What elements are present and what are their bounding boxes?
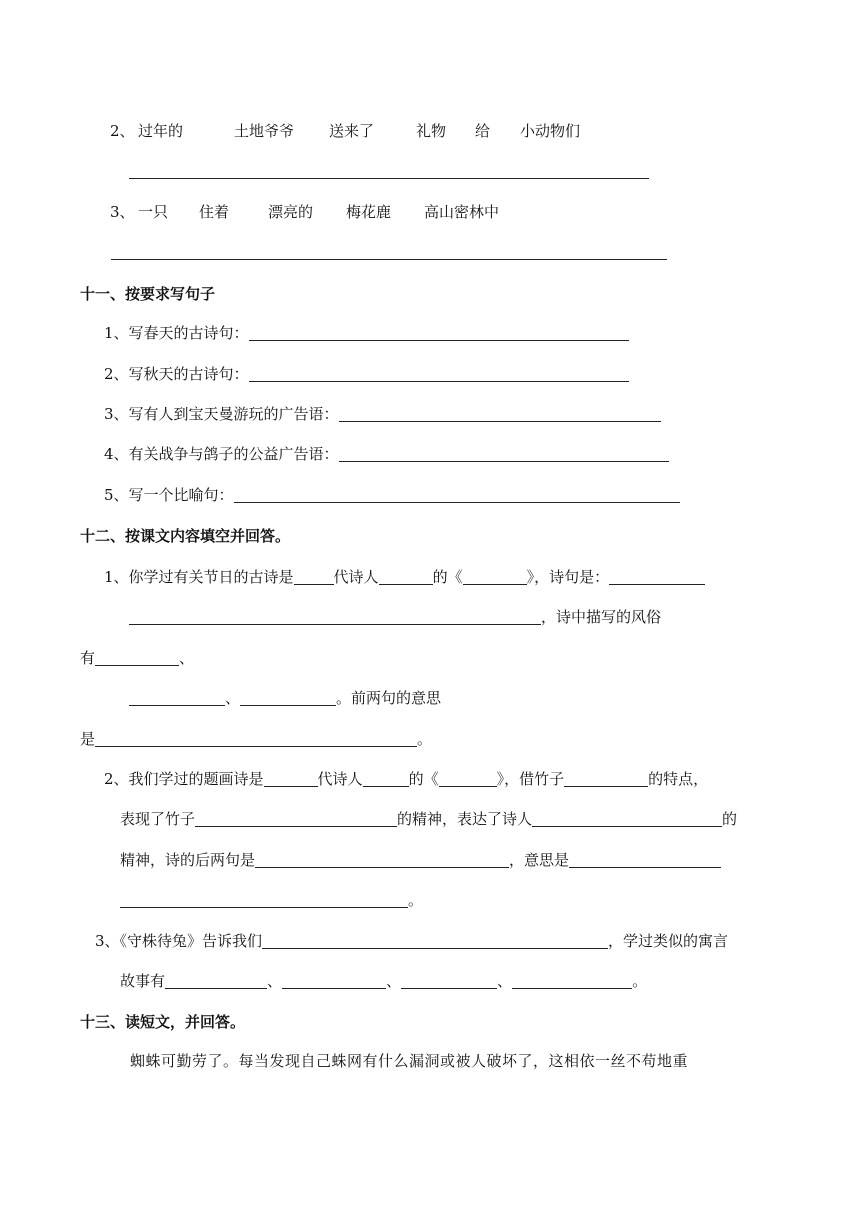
q3-number: 3、 xyxy=(110,203,135,221)
answer-blank[interactable] xyxy=(255,851,509,868)
answer-blank[interactable] xyxy=(95,730,417,747)
answer-blank[interactable] xyxy=(609,568,705,585)
answer-line[interactable] xyxy=(129,178,649,179)
sentence-item xyxy=(104,485,680,505)
q12-1-line4: 、 。前两句的意思 xyxy=(129,688,441,708)
word-card: 小动物们 xyxy=(520,122,581,140)
q12-3-line2: 故事有 、 、 、 。 xyxy=(120,972,648,990)
section-11-title: 十一、按要求写句子 xyxy=(80,285,216,303)
answer-blank[interactable] xyxy=(564,770,648,787)
answer-blank[interactable] xyxy=(379,568,433,585)
item-label: 2、写秋天的古诗句： xyxy=(104,365,249,383)
q12-2-line1: 2、我们学过的题画诗是 代诗人 的《 》，借竹子 的特点， xyxy=(104,770,709,788)
q2-number: 2、 xyxy=(110,122,135,140)
word-card: 给 xyxy=(475,122,491,140)
answer-blank[interactable] xyxy=(165,972,267,989)
word-card: 一只 xyxy=(138,203,169,221)
q12-2-line4: 。 xyxy=(120,890,423,910)
sentence-item xyxy=(104,323,629,343)
section-13-title: 十三、读短文，并回答。 xyxy=(80,1013,246,1031)
answer-blank[interactable] xyxy=(463,568,527,585)
answer-blank[interactable] xyxy=(249,324,629,341)
word-card: 土地爷爷 xyxy=(234,122,295,140)
word-card: 住着 xyxy=(199,203,230,221)
q12-1-line2: ，诗中描写的风俗 xyxy=(129,607,661,627)
word-card: 送来了 xyxy=(329,122,375,140)
answer-line[interactable] xyxy=(111,259,667,260)
word-card: 过年的 xyxy=(138,122,184,140)
answer-blank[interactable] xyxy=(240,689,336,706)
answer-blank[interactable] xyxy=(363,770,409,787)
answer-blank[interactable] xyxy=(262,932,608,949)
word-card: 高山密林中 xyxy=(424,203,500,221)
answer-blank[interactable] xyxy=(120,891,408,908)
answer-blank[interactable] xyxy=(294,568,334,585)
item-label: 1、写春天的古诗句： xyxy=(104,324,249,342)
word-card: 漂亮的 xyxy=(268,203,314,221)
answer-blank[interactable] xyxy=(129,608,541,625)
answer-blank[interactable] xyxy=(234,486,680,503)
q12-3-line1: 3、《守株待兔》告诉我们 ，学过类似的寓言 xyxy=(95,932,729,950)
answer-blank[interactable] xyxy=(512,972,632,989)
section-12-title: 十二、按课文内容填空并回答。 xyxy=(80,527,291,545)
word-card: 梅花鹿 xyxy=(346,203,392,221)
answer-blank[interactable] xyxy=(401,972,497,989)
sentence-item xyxy=(104,404,661,424)
answer-blank[interactable] xyxy=(95,649,179,666)
item-label: 3、写有人到宝天曼游玩的广告语： xyxy=(104,405,339,423)
sentence-item xyxy=(104,364,629,384)
answer-blank[interactable] xyxy=(264,770,318,787)
word-card: 礼物 xyxy=(416,122,447,140)
q12-1-line5: 是 。 xyxy=(80,730,433,748)
sentence-item xyxy=(104,444,669,464)
answer-blank[interactable] xyxy=(195,810,397,827)
answer-blank[interactable] xyxy=(569,851,721,868)
item-label: 5、写一个比喻句： xyxy=(104,486,234,504)
q12-1-line1: 1、你学过有关节日的古诗是 代诗人 的《 》，诗句是： xyxy=(104,567,705,587)
q12-2-line2: 表现了竹子 的精神，表达了诗人 的 xyxy=(120,810,738,828)
item-label: 4、有关战争与鸽子的公益广告语： xyxy=(104,445,339,463)
q12-2-line3: 精神，诗的后两句是 ，意思是 xyxy=(120,850,721,870)
answer-blank[interactable] xyxy=(532,810,722,827)
answer-blank[interactable] xyxy=(249,365,629,382)
q12-1-line3: 有 、 xyxy=(80,649,195,667)
passage-text: 蜘蛛可勤劳了。每当发现自己蛛网有什么漏洞或被人破坏了，这相依一丝不苟地重 xyxy=(130,1052,689,1070)
answer-blank[interactable] xyxy=(339,405,661,422)
answer-blank[interactable] xyxy=(129,689,225,706)
answer-blank[interactable] xyxy=(439,770,497,787)
answer-blank[interactable] xyxy=(282,972,386,989)
answer-blank[interactable] xyxy=(339,445,669,462)
